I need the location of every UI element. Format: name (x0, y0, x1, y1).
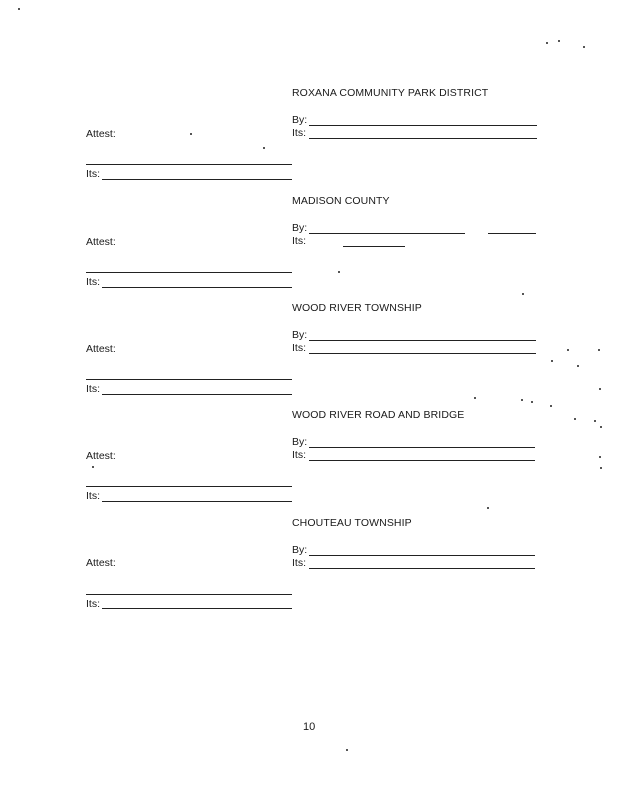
attest-label: Attest: (86, 128, 116, 140)
by-signature-line[interactable] (309, 340, 536, 341)
attest-signature-line[interactable] (86, 164, 292, 165)
its-label: Its: (292, 449, 307, 461)
attest-its-label: Its: (86, 598, 101, 610)
entity-name: WOOD RIVER TOWNSHIP (292, 302, 422, 314)
by-signature-line[interactable] (309, 233, 465, 234)
by-label: By: (292, 544, 308, 556)
attest-its-line[interactable] (102, 179, 292, 180)
attest-its-label: Its: (86, 383, 101, 395)
attest-its-label: Its: (86, 490, 101, 502)
attest-its-label: Its: (86, 276, 101, 288)
its-label: Its: (292, 342, 307, 354)
page-number: 10 (303, 721, 316, 733)
attest-signature-line[interactable] (86, 594, 292, 595)
attest-signature-line[interactable] (86, 486, 292, 487)
its-title-line[interactable] (309, 138, 537, 139)
by-signature-line[interactable] (309, 125, 537, 126)
attest-its-line[interactable] (102, 287, 292, 288)
entity-name: CHOUTEAU TOWNSHIP (292, 517, 412, 529)
attest-signature-line[interactable] (86, 379, 292, 380)
its-title-line[interactable] (309, 568, 535, 569)
by-label: By: (292, 222, 308, 234)
its-label: Its: (292, 127, 307, 139)
by-label: By: (292, 329, 308, 341)
by-signature-line-extension (488, 233, 536, 234)
attest-its-line[interactable] (102, 501, 292, 502)
entity-name: MADISON COUNTY (292, 195, 390, 207)
attest-label: Attest: (86, 236, 116, 248)
by-label: By: (292, 436, 308, 448)
attest-label: Attest: (86, 343, 116, 355)
attest-its-line[interactable] (102, 608, 292, 609)
attest-its-line[interactable] (102, 394, 292, 395)
its-title-line[interactable] (309, 460, 535, 461)
its-title-line[interactable] (343, 246, 405, 247)
by-signature-line[interactable] (309, 555, 535, 556)
by-signature-line[interactable] (309, 447, 535, 448)
attest-label: Attest: (86, 450, 116, 462)
its-title-line[interactable] (309, 353, 536, 354)
by-label: By: (292, 114, 308, 126)
attest-signature-line[interactable] (86, 272, 292, 273)
attest-its-label: Its: (86, 168, 101, 180)
entity-name: ROXANA COMMUNITY PARK DISTRICT (292, 87, 489, 99)
its-label: Its: (292, 557, 307, 569)
its-label: Its: (292, 235, 307, 247)
attest-label: Attest: (86, 557, 116, 569)
entity-name: WOOD RIVER ROAD AND BRIDGE (292, 409, 465, 421)
